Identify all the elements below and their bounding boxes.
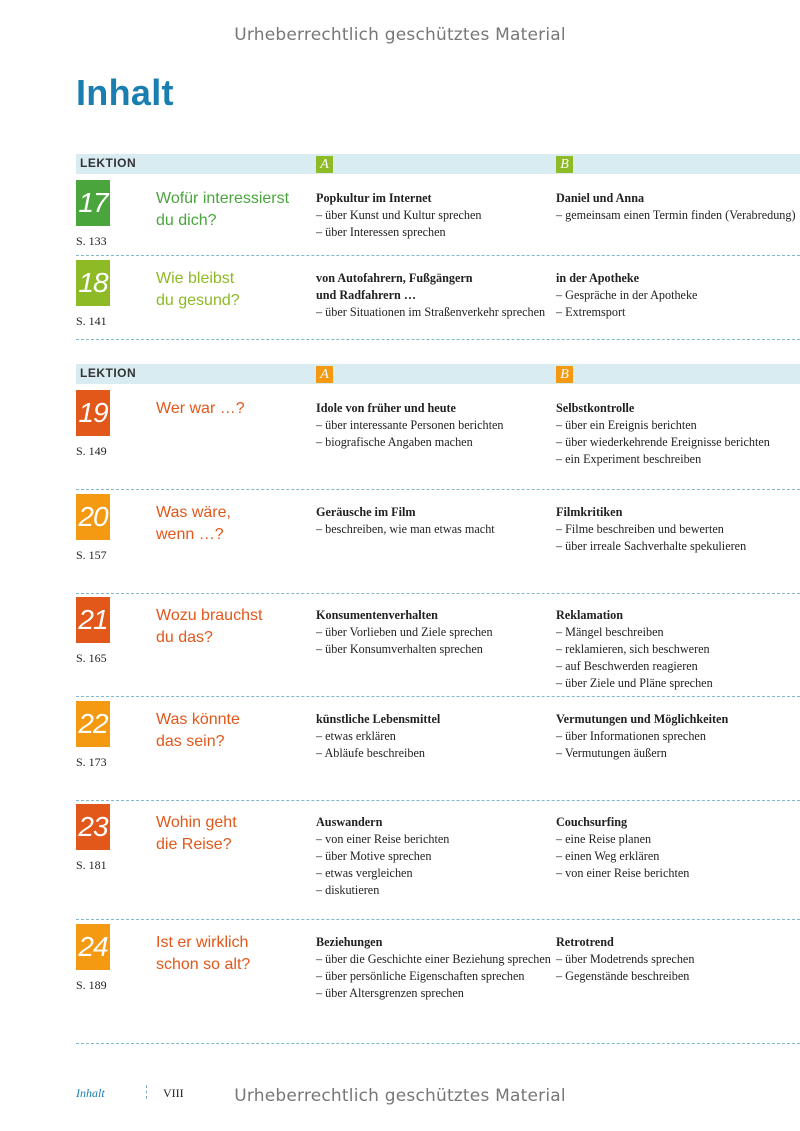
lesson-title-line: das sein? (156, 733, 225, 750)
page-reference: S. 141 (76, 314, 107, 328)
topic-item: – Vermutungen äußern (556, 746, 667, 760)
column-b-content (556, 607, 800, 692)
topic-item: – über Kunst und Kultur sprechen (316, 208, 482, 222)
topic-heading: in der Apotheke (556, 271, 640, 285)
lesson-title[interactable] (156, 605, 306, 649)
topic-item: – Extremsport (556, 305, 626, 319)
topic-item: – über Modetrends sprechen (556, 952, 695, 966)
topic-item: – über Altersgrenzen sprechen (316, 986, 464, 1000)
topic-item: – über Vorlieben und Ziele sprechen (316, 625, 493, 639)
lesson-number: 17 (76, 180, 110, 226)
topic-item: – über Konsumverhalten sprechen (316, 642, 483, 656)
lesson-number: 18 (76, 260, 110, 306)
topic-heading: von Autofahrern, Fußgängern (316, 271, 473, 285)
lektion-label: LEKTION (80, 366, 137, 380)
column-b-content (556, 504, 800, 555)
topic-item: – ein Experiment beschreiben (556, 452, 702, 466)
page-reference: S. 133 (76, 234, 107, 248)
topic-item: – über Informationen sprechen (556, 729, 706, 743)
lesson-title-line: du dich? (156, 212, 217, 229)
lesson-title[interactable] (156, 932, 306, 976)
lesson-row (76, 804, 800, 920)
topic-heading: Beziehungen (316, 935, 383, 949)
topic-item: – eine Reise planen (556, 832, 652, 846)
lesson-title-line: Wofür interessierst (156, 190, 290, 207)
topic-heading: und Radfahrern … (316, 288, 417, 302)
topic-heading: Filmkritiken (556, 505, 623, 519)
section-header (76, 154, 800, 174)
lesson-row (76, 597, 800, 697)
lesson-number: 22 (76, 701, 110, 747)
watermark-top: Urheberrechtlich geschütztes Material (234, 25, 566, 45)
column-b-badge: B (556, 366, 573, 383)
topic-heading: Daniel und Anna (556, 191, 645, 205)
lesson-title[interactable] (156, 812, 306, 856)
topic-heading: Auswandern (316, 815, 383, 829)
topic-heading: Reklamation (556, 608, 624, 622)
topic-item: – über Ziele und Pläne sprechen (556, 676, 713, 690)
lesson-title-line: Wohin geht (156, 814, 237, 831)
topic-item: – über interessante Personen berichten (316, 418, 504, 432)
lesson-row (76, 701, 800, 801)
topic-item: – über Motive sprechen (316, 849, 432, 863)
lesson-row (76, 390, 800, 490)
column-a-badge: A (316, 156, 333, 173)
lesson-row (76, 260, 800, 340)
lesson-row (76, 924, 800, 1044)
topic-item: – über die Geschichte einer Beziehung sprechen (316, 952, 551, 966)
topic-item: – gemeinsam einen Termin finden (Verabredung) (556, 208, 796, 222)
column-b-content (556, 270, 800, 321)
topic-item: – Abläufe beschreiben (316, 746, 425, 760)
column-b-content (556, 814, 800, 882)
lesson-title-line: die Reise? (156, 836, 232, 853)
column-a-content (316, 711, 556, 762)
lesson-title[interactable] (156, 188, 306, 232)
topic-item: – biografische Angaben machen (316, 435, 473, 449)
topic-item: – Gespräche in der Apotheke (556, 288, 698, 302)
column-a-content (316, 504, 556, 538)
topic-heading: Vermutungen und Möglichkeiten (556, 712, 729, 726)
lesson-number: 24 (76, 924, 110, 970)
column-a-content (316, 400, 556, 451)
column-a-content (316, 934, 556, 1002)
lesson-number: 20 (76, 494, 110, 540)
topic-item: – Filme beschreiben und bewerten (556, 522, 724, 536)
topic-heading: Popkultur im Internet (316, 191, 432, 205)
topic-heading: Couchsurfing (556, 815, 628, 829)
page-reference: S. 181 (76, 858, 107, 872)
page-title: Inhalt (76, 72, 174, 113)
page-reference: S. 189 (76, 978, 107, 992)
lesson-title-line: du gesund? (156, 292, 240, 309)
section-header (76, 364, 800, 384)
lesson-row (76, 180, 800, 256)
topic-item: – über irreale Sachverhalte spekulieren (556, 539, 747, 553)
topic-item: – über Interessen sprechen (316, 225, 446, 239)
topic-item: – von einer Reise berichten (556, 866, 690, 880)
topic-heading: künstliche Lebensmittel (316, 712, 441, 726)
column-a-content (316, 270, 556, 321)
topic-item: – auf Beschwerden reagieren (556, 659, 698, 673)
topic-item: – diskutieren (316, 883, 380, 897)
footer-label: Inhalt (76, 1086, 105, 1100)
column-a-content (316, 814, 556, 899)
lesson-title[interactable] (156, 268, 306, 312)
lesson-title[interactable] (156, 398, 306, 420)
lesson-title-line: wenn …? (156, 526, 224, 543)
topic-item: – Gegenstände beschreiben (556, 969, 690, 983)
lesson-title[interactable] (156, 502, 306, 546)
lesson-title-line: Wozu brauchst (156, 607, 263, 624)
column-b-badge: B (556, 156, 573, 173)
topic-heading: Geräusche im Film (316, 505, 416, 519)
page-reference: S. 157 (76, 548, 107, 562)
topic-item: – einen Weg erklären (556, 849, 660, 863)
page-reference: S. 149 (76, 444, 107, 458)
lesson-title-line: Was wäre, (156, 504, 231, 521)
topic-heading: Idole von früher und heute (316, 401, 456, 415)
topic-item: – etwas vergleichen (316, 866, 413, 880)
lesson-title-line: Wer war …? (156, 400, 245, 417)
lesson-number: 19 (76, 390, 110, 436)
column-b-content (556, 190, 800, 224)
topic-item: – über ein Ereignis berichten (556, 418, 697, 432)
topic-heading: Konsumentenverhalten (316, 608, 438, 622)
lesson-row (76, 494, 800, 594)
column-a-content (316, 607, 556, 658)
page-reference: S. 165 (76, 651, 107, 665)
lesson-title-line: Wie bleibst (156, 270, 235, 287)
lesson-number: 21 (76, 597, 110, 643)
page-reference: S. 173 (76, 755, 107, 769)
lesson-number: 23 (76, 804, 110, 850)
lesson-title[interactable] (156, 709, 306, 753)
lektion-label: LEKTION (80, 156, 137, 170)
topic-item: – über wiederkehrende Ereignisse berichten (556, 435, 770, 449)
topic-heading: Retrotrend (556, 935, 614, 949)
lesson-title-line: Ist er wirklich (156, 934, 249, 951)
lesson-title-line: du das? (156, 629, 213, 646)
column-a-content (316, 190, 556, 241)
column-a-badge: A (316, 366, 333, 383)
column-b-content (556, 711, 800, 762)
topic-item: – von einer Reise berichten (316, 832, 450, 846)
watermark-bottom: Urheberrechtlich geschütztes Material (234, 1086, 566, 1106)
lesson-title-line: schon so alt? (156, 956, 251, 973)
topic-item: – über Situationen im Straßenverkehr sprechen (316, 305, 546, 319)
column-b-content (556, 400, 800, 468)
topic-item: – über persönliche Eigenschaften sprechen (316, 969, 525, 983)
topic-heading: Selbstkontrolle (556, 401, 635, 415)
topic-item: – reklamieren, sich beschweren (556, 642, 710, 656)
column-b-content (556, 934, 800, 985)
topic-item: – etwas erklären (316, 729, 396, 743)
footer-page-number: VIII (163, 1086, 184, 1100)
topic-item: – beschreiben, wie man etwas macht (316, 522, 495, 536)
lesson-title-line: Was könnte (156, 711, 240, 728)
topic-item: – Mängel beschreiben (556, 625, 664, 639)
